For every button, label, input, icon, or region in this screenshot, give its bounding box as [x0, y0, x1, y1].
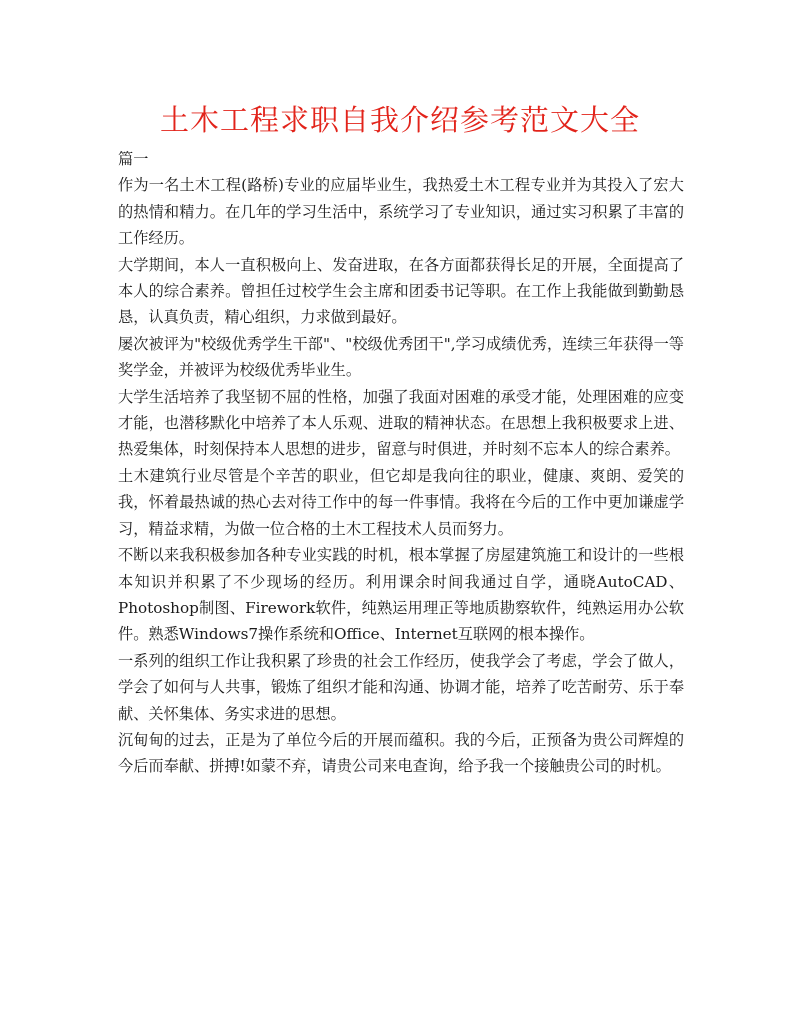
section-label: 篇一 — [118, 150, 149, 168]
paragraph: 不断以来我积极参加各种专业实践的时机，根本掌握了房屋建筑施工和设计的一些根本知识并积累了不少现场的经历。利用课余时间我通过自学，通晓AutoCAD、Photoshop制图、Firework软件，纯熟运用理正等地质勘察软件，纯熟运用办公软件。熟悉Windows7操作系统和Office、Internet互联网的根本操作。 — [118, 546, 684, 644]
document-title: 土木工程求职自我介绍参考范文大全 — [159, 103, 640, 137]
paragraph: 土木建筑行业尽管是个辛苦的职业，但它却是我向往的职业，健康、爽朗、爱笑的我，怀着最热诚的热心去对待工作中的每一件事情。我将在今后的工作中更加谦虚学习，精益求精，为做一位合格的土木工程技术人员而努力。 — [118, 466, 684, 538]
paragraph: 屡次被评为"校级优秀学生干部"、"校级优秀团干",学习成绩优秀，连续三年获得一等奖学金，并被评为校级优秀毕业生。 — [118, 334, 684, 380]
paragraph: 一系列的组织工作让我积累了珍贵的社会工作经历，使我学会了考虑，学会了做人，学会了如何与人共事，锻炼了组织才能和沟通、协调才能，培养了吃苦耐劳、乐于奉献、关怀集体、务实求进的思想。 — [118, 651, 684, 723]
document-body — [118, 146, 684, 780]
paragraph: 大学生活培养了我坚韧不屈的性格，加强了我面对困难的承受才能，处理困难的应变才能，也潜移默化中培养了本人乐观、进取的精神状态。在思想上我积极要求上进、热爱集体，时刻保持本人思想的进步，留意与时俱进，并时刻不忘本人的综合素养。 — [118, 387, 684, 459]
paragraph: 沉甸甸的过去，正是为了单位今后的开展而蕴积。我的今后，正预备为贵公司辉煌的今后而奉献、拼搏!如蒙不弃，请贵公司来电查询，给予我一个接触贵公司的时机。 — [118, 730, 684, 776]
paragraph: 作为一名土木工程(路桥)专业的应届毕业生，我热爱土木工程专业并为其投入了宏大的热情和精力。在几年的学习生活中，系统学习了专业知识，通过实习积累了丰富的工作经历。 — [118, 176, 684, 248]
paragraph: 大学期间，本人一直积极向上、发奋进取，在各方面都获得长足的开展，全面提高了本人的综合素养。曾担任过校学生会主席和团委书记等职。在工作上我能做到勤勤恳恳，认真负责，精心组织，力求做到最好。 — [118, 255, 684, 327]
